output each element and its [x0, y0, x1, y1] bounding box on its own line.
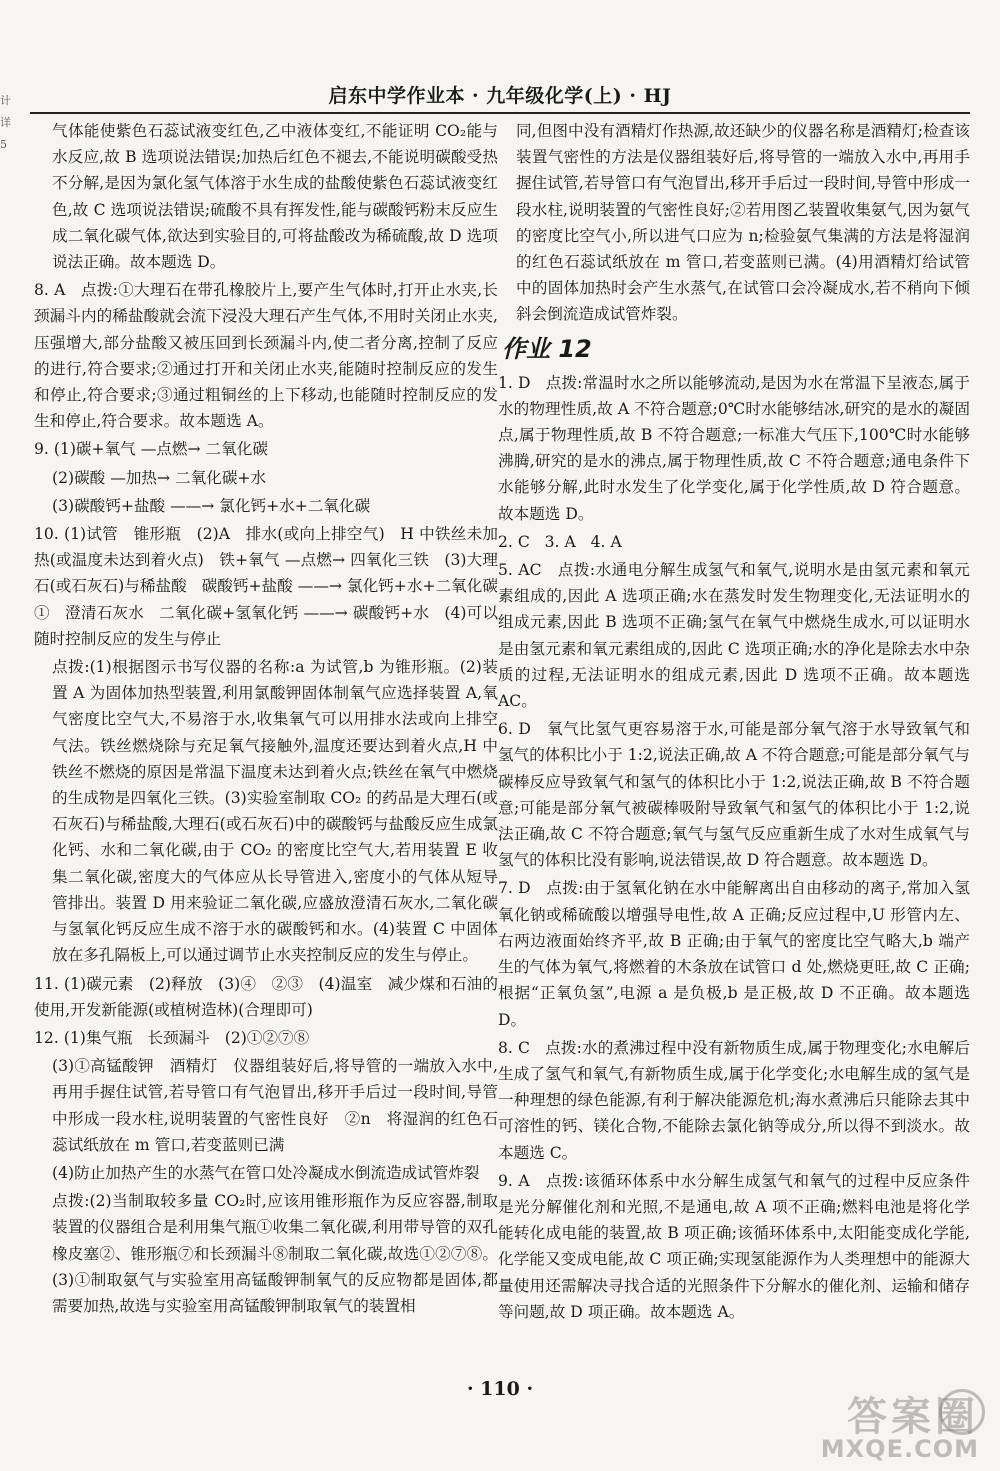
- answer-paragraph: 9. A 点拨:该循环体系中水分解生成氢气和氧气的过程中反应条件是光分解催化剂和光照,不是通电,故 A 项不正确;燃料电池是将化学能转化成电能的装置,故 B 项正确;该循环体系中,太阳能变成化学能,化学能又变成电能,故 C 项正确;实现氢能源作为人类理想中的能源大量使用还需解决寻找合适的光照条件下分解水的催化剂、运输和储存等问题,故 D 项正确。故本题选 A。: [498, 1171, 970, 1321]
- answer-paragraph: 7. D 点拨:由于氢氧化钠在水中能解离出自由移动的离子,常加入氢氧化钠或稀硫酸以增强导电性,故 A 正确;反应过程中,U 形管内左、右两边液面始终齐平,故 B 正确;由于氧气的密度比空气略大,b 端产生的气体为氧气,将燃着的木条放在试管口 d 处,燃烧更旺,故 C 正确;根据“正氧负氢”,电源 a 是负极,b 是正极,故 D 不正确。故本题选 D。: [498, 879, 970, 1029]
- margin-mark: 详: [0, 116, 11, 129]
- margin-mark: 5: [0, 138, 7, 151]
- right-column: [498, 118, 970, 1370]
- answer-paragraph: (3)碳酸钙+盐酸 ——→ 氯化钙+水+二氧化碳: [52, 496, 371, 515]
- answer-paragraph: 11. (1)碳元素 (2)释放 (3)④ ②③ (4)温室 减少煤和石油的使用,开发新能源(或植树造林)(合理即可): [34, 974, 498, 1019]
- left-column: [34, 118, 498, 1370]
- answer-paragraph: 5. AC 点拨:水通电分解生成氢气和氧气,说明水是由氢元素和氧元素组成的,因此 A 选项正确;水在蒸发时发生物理变化,无法证明水的组成元素,因此 B 选项不正确;氢气在氧气中燃烧生成水,可以证明水是由氢元素和氧元素组成的,因此 C 选项正确;水的净化是除去水中杂质的过程,无法证明水的组成元素,因此 D 选项不正确。故本题选 AC。: [498, 561, 970, 711]
- answer-paragraph: (2)碳酸 —加热→ 二氧化碳+水: [52, 468, 267, 487]
- page-header: [30, 78, 970, 114]
- answer-paragraph: 同,但图中没有酒精灯作热源,故还缺少的仪器名称是酒精灯;检查该装置气密性的方法是仪器组装好后,将导管的一端放入水中,再用手握住试管,若导管口有气泡冒出,移开手后过一段时间,导管中形成一段水柱,说明装置的气密性良好;②若用图乙装置收集氨气,因为氨气的密度比空气小,所以进气口应为 n;检验氨气集满的方法是将湿润的红色石蕊试纸放在 m 管口,若变蓝则已满。(4)用酒精灯给试管中的固体加热时会产生水蒸气,在试管口会冷凝成水,若不稍向下倾斜会倒流造成试管炸裂。: [516, 122, 970, 324]
- page-title: 启东中学作业本 · 九年级化学(上) · HJ: [328, 85, 672, 107]
- answer-paragraph: 12. (1)集气瓶 长颈漏斗 (2)①②⑦⑧: [34, 1028, 310, 1047]
- watermark-logo: 答案圈: [847, 1394, 979, 1440]
- answer-paragraph: 8. C 点拨:水的煮沸过程中没有新物质生成,属于物理变化;水电解后生成了氢气和氧气,有新物质生成,属于化学变化;水电解生成的氢气是一种理想的绿色能源,有利于解决能源危机;海水煮沸后只能除去其中可溶性的钙、镁化合物,不能除去氯化钠等成分,所以得不到淡水。故本题选 C。: [498, 1038, 970, 1162]
- answer-paragraph: 10. (1)试管 锥形瓶 (2)A 排水(或向上排空气) H 中铁丝未加热(或温度未达到着火点) 铁+氧气 —点燃→ 四氧化三铁 (3)大理石(或石灰石)与稀盐酸 碳酸钙+盐酸 ——→ 氯化钙+水+二氧化碳 ① 澄清石灰水 二氧化碳+氢氧化钙 ——→ 碳酸钙+水 (4)可以随时控制反应的发生与停止: [34, 525, 498, 648]
- section-heading: 作业 12: [502, 334, 592, 363]
- margin-marks: [0, 90, 12, 250]
- answer-paragraph: 1. D 点拨:常温时水之所以能够流动,是因为水在常温下呈液态,属于水的物理性质,故 A 不符合题意;0℃时水能够结冰,研究的是水的凝固点,属于物理性质,故 B 不符合题意;一标准大气压下,100℃时水能够沸腾,研究的是水的沸点,属于物理性质,故 C 不符合题意;通电条件下水能够分解,此时水发生了化学变化,属于化学性质,故 D 符合题意。故本题选 D。: [498, 373, 970, 523]
- answer-paragraph: (4)防止加热产生的水蒸气在管口处冷凝成水倒流造成试管炸裂: [52, 1163, 480, 1182]
- margin-mark: 计: [0, 94, 11, 107]
- answer-paragraph: 9. (1)碳+氧气 —点燃→ 二氧化碳: [34, 440, 268, 459]
- answer-paragraph: (3)①高锰酸钾 酒精灯 仪器组装好后,将导管的一端放入水中,再用手握住试管,若导管口有气泡冒出,移开手后过一段时间,导管中形成一段水柱,说明装置的气密性良好 ②n 将湿润的红色石蕊试纸放在 m 管口,若变蓝则已满: [52, 1057, 498, 1154]
- answer-paragraph: 8. A 点拨:①大理石在带孔橡胶片上,要产生气体时,打开止水夹,长颈漏斗内的稀盐酸就会流下浸没大理石产生气体,不用时关闭止水夹,压强增大,部分盐酸又被压回到长颈漏斗内,使二者分离,控制了反应的进行,符合要求;②通过打开和关闭止水夹,能随时控制反应的发生和停止,符合要求;③通过粗铜丝的上下移动,也能随时控制反应的发生和停止,符合要求。故本题选 A。: [34, 281, 498, 431]
- answer-paragraph: 6. D 氧气比氢气更容易溶于水,可能是部分氧气溶于水导致氧气和氢气的体积比小于 1:2,说法正确,故 A 不符合题意;可能是部分氧气与碳棒反应导致氧气和氢气的体积比小于 1:2,说法正确,故 B 不符合题意;可能是部分氧气被碳棒吸附导致氧气和氢气的体积比小于 1:2,说法正确,故 C 不符合题意;氧气与氢气反应重新生成了水对生成氧气与氢气的体积比没有影响,说法错误,故 D 符合题意。故本题选 D。: [498, 720, 970, 870]
- watermark: [805, 1385, 985, 1465]
- answer-paragraph: 2. C 3. A 4. A: [498, 532, 622, 551]
- answer-paragraph: 点拨:(2)当制取较多量 CO₂时,应该用锥形瓶作为反应容器,制取装置的仪器组合是利用集气瓶①收集二氧化碳,利用带导管的双孔橡皮塞②、锥形瓶⑦和长颈漏斗⑧制取二氧化碳,故选①②⑦⑧。(3)①制取氨气与实验室用高锰酸钾制氧气的反应物都是固体,都需要加热,故选与实验室用高锰酸钾制取氧气的装置相: [52, 1192, 498, 1315]
- answer-paragraph: 点拨:(1)根据图示书写仪器的名称:a 为试管,b 为锥形瓶。(2)装置 A 为固体加热型装置,利用氯酸钾固体制氧气应选择装置 A,氧气密度比空气大,不易溶于水,收集氧气可以用排水法或向上排空气法。铁丝燃烧除与充足氧气接触外,温度还要达到着火点,H 中铁丝不燃烧的原因是常温下温度未达到着火点;铁丝在氧气中燃烧的生成物是四氧化三铁。(3)实验室制取 CO₂ 的药品是大理石(或石灰石)与稀盐酸,大理石(或石灰石)中的碳酸钙与盐酸反应生成氯化钙、水和二氧化碳,由于 CO₂ 的密度比空气大,若用装置 E 收集二氧化碳,密度大的气体应从长导管进入,密度小的气体从短导管排出。装置 D 用来验证二氧化碳,应盛放澄清石灰水,二氧化碳与氢氧化钙反应生成不溶于水的碳酸钙和水。(4)装置 C 中固体放在多孔隔板上,可以通过调节止水夹控制反应的发生与停止。: [52, 658, 498, 965]
- page-number: · 110 ·: [466, 1378, 534, 1400]
- watermark-url: MXQE.COM: [820, 1435, 979, 1463]
- answer-paragraph: 气体能使紫色石蕊试液变红色,乙中液体变红,不能证明 CO₂能与水反应,故 B 选项说法错误;加热后红色不褪去,不能说明碳酸受热不分解,是因为氯化氢气体溶于水生成的盐酸使紫色石蕊试液变红色,故 C 选项说法错误;硫酸不具有挥发性,能与碳酸钙粉末反应生成二氧化碳气体,欲达到实验目的,可将盐酸改为稀硫酸,故 D 选项说法正确。故本题选 D。: [52, 122, 498, 272]
